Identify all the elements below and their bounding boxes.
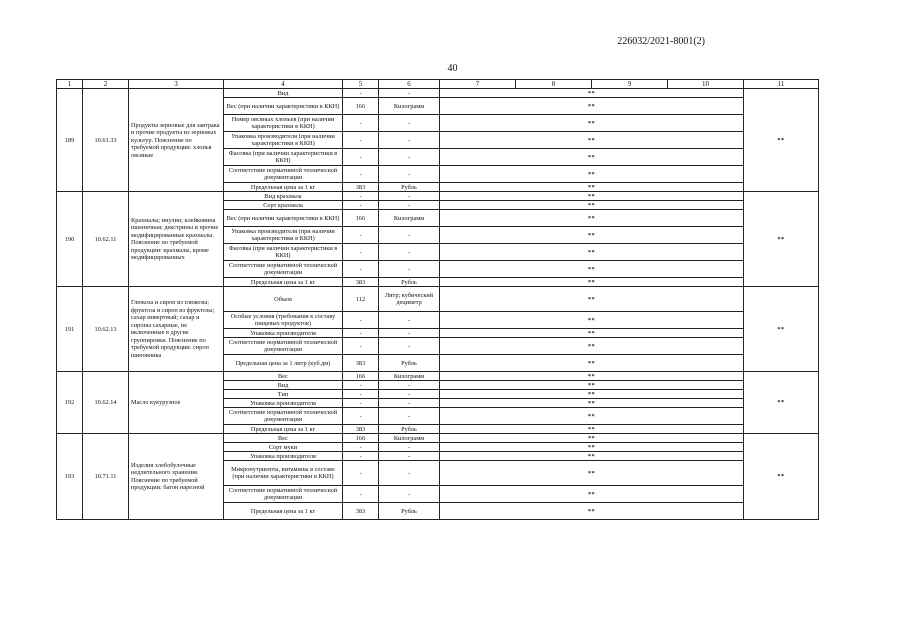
table-row: [57, 287, 819, 312]
value-cell: **: [440, 461, 744, 486]
column-header-3: 3: [129, 80, 224, 89]
column-header-10: 10: [668, 80, 744, 89]
table-body: [57, 80, 819, 520]
characteristic-cell: Упаковка производителя: [224, 399, 343, 408]
okei-code-cell: 383: [343, 355, 379, 372]
value-cell: **: [440, 132, 744, 149]
column-header-11: 11: [744, 80, 819, 89]
value-cell: **: [440, 425, 744, 434]
value-cell: **: [440, 503, 744, 520]
value-cell: **: [440, 287, 744, 312]
characteristic-cell: Соответствие нормативной технической документации: [224, 261, 343, 278]
unit-cell: Рубль: [379, 183, 440, 192]
table-row: [57, 372, 819, 381]
okpd-code-cell: 10.71.11: [83, 434, 129, 520]
table-row: [57, 89, 819, 98]
unit-cell: -: [379, 192, 440, 201]
okei-code-cell: -: [343, 312, 379, 329]
value-cell: **: [440, 201, 744, 210]
value-cell: **: [440, 312, 744, 329]
value-cell: **: [440, 166, 744, 183]
value-cell: **: [440, 149, 744, 166]
okei-code-cell: -: [343, 115, 379, 132]
unit-cell: -: [379, 329, 440, 338]
value-cell: **: [440, 183, 744, 192]
column-header-8: 8: [516, 80, 592, 89]
requirements-table: [56, 79, 819, 520]
unit-cell: -: [379, 312, 440, 329]
okei-code-cell: -: [343, 408, 379, 425]
okei-code-cell: -: [343, 461, 379, 486]
justification-cell: **: [744, 89, 819, 192]
characteristic-cell: Соответствие нормативной технической документации: [224, 338, 343, 355]
value-cell: **: [440, 408, 744, 425]
okei-code-cell: 166: [343, 98, 379, 115]
okei-code-cell: -: [343, 486, 379, 503]
justification-cell: **: [744, 372, 819, 434]
okpd-code-cell: 10.62.13: [83, 287, 129, 372]
product-name-cell: Глюкоза и сироп из глюкозы; фруктоза и сироп из фруктозы; сахар инвертный; сахар и сиропы сахарные, не включенные в другие группировки. Пояснение по требуемой продукции: сироп шиповника: [129, 287, 224, 372]
column-header-2: 2: [83, 80, 129, 89]
unit-cell: -: [379, 115, 440, 132]
characteristic-cell: Объем: [224, 287, 343, 312]
unit-cell: Рубль: [379, 503, 440, 520]
value-cell: **: [440, 443, 744, 452]
column-header-1: 1: [57, 80, 83, 89]
column-header-7: 7: [440, 80, 516, 89]
value-cell: **: [440, 390, 744, 399]
item-number-cell: 191: [57, 287, 83, 372]
okei-code-cell: -: [343, 443, 379, 452]
unit-cell: -: [379, 244, 440, 261]
unit-cell: -: [379, 166, 440, 183]
characteristic-cell: Особые условия (требования к составу пищевых продуктов): [224, 312, 343, 329]
characteristic-cell: Фасовка (при наличии характеристики в ККН): [224, 149, 343, 166]
okei-code-cell: 383: [343, 425, 379, 434]
okei-code-cell: -: [343, 166, 379, 183]
okpd-code-cell: 10.62.11: [83, 192, 129, 287]
characteristic-cell: Соответствие нормативной технической документации: [224, 486, 343, 503]
okei-code-cell: -: [343, 399, 379, 408]
characteristic-cell: Вид: [224, 381, 343, 390]
product-name-cell: Продукты зерновые для завтрака и прочие продукты из зерновых культур. Пояснение по требуемой продукции: хлопья овсяные: [129, 89, 224, 192]
value-cell: **: [440, 98, 744, 115]
document-id: 226032/2021-8001(2): [617, 36, 705, 47]
value-cell: **: [440, 372, 744, 381]
okei-code-cell: -: [343, 244, 379, 261]
characteristic-cell: Соответствие нормативной технической документации: [224, 166, 343, 183]
item-number-cell: 190: [57, 192, 83, 287]
column-header-9: 9: [592, 80, 668, 89]
unit-cell: -: [379, 390, 440, 399]
characteristic-cell: Вес: [224, 372, 343, 381]
okei-code-cell: -: [343, 149, 379, 166]
characteristic-cell: Тип: [224, 390, 343, 399]
value-cell: **: [440, 434, 744, 443]
value-cell: **: [440, 338, 744, 355]
value-cell: **: [440, 355, 744, 372]
value-cell: **: [440, 381, 744, 390]
value-cell: **: [440, 261, 744, 278]
okei-code-cell: -: [343, 390, 379, 399]
characteristic-cell: Фасовка (при наличии характеристики в ККН): [224, 244, 343, 261]
characteristic-cell: Предельная цена за 1 литр (куб.дм): [224, 355, 343, 372]
unit-cell: -: [379, 381, 440, 390]
unit-cell: -: [379, 486, 440, 503]
column-header-5: 5: [343, 80, 379, 89]
characteristic-cell: Упаковка производителя: [224, 452, 343, 461]
characteristic-cell: Упаковка производителя: [224, 329, 343, 338]
item-number-cell: 193: [57, 434, 83, 520]
okei-code-cell: -: [343, 132, 379, 149]
characteristic-cell: Предельная цена за 1 кг: [224, 278, 343, 287]
okei-code-cell: 166: [343, 434, 379, 443]
okei-code-cell: 112: [343, 287, 379, 312]
characteristic-cell: Сорт муки: [224, 443, 343, 452]
okei-code-cell: -: [343, 192, 379, 201]
unit-cell: -: [379, 261, 440, 278]
okei-code-cell: -: [343, 89, 379, 98]
okei-code-cell: -: [343, 452, 379, 461]
value-cell: **: [440, 278, 744, 287]
justification-cell: **: [744, 287, 819, 372]
unit-cell: Килограмм: [379, 210, 440, 227]
unit-cell: -: [379, 408, 440, 425]
okei-code-cell: -: [343, 261, 379, 278]
item-number-cell: 189: [57, 89, 83, 192]
characteristic-cell: Вес (при наличии характеристики в ККН): [224, 210, 343, 227]
value-cell: **: [440, 244, 744, 261]
unit-cell: -: [379, 132, 440, 149]
value-cell: **: [440, 115, 744, 132]
value-cell: **: [440, 227, 744, 244]
characteristic-cell: Вид крахмала: [224, 192, 343, 201]
justification-cell: **: [744, 434, 819, 520]
characteristic-cell: Микронутриенты, витамины в составе (при наличии характеристики в ККН): [224, 461, 343, 486]
okpd-code-cell: 10.62.14: [83, 372, 129, 434]
product-name-cell: Масло кукурузное: [129, 372, 224, 434]
table-row: [57, 192, 819, 201]
unit-cell: -: [379, 201, 440, 210]
okei-code-cell: 383: [343, 183, 379, 192]
value-cell: **: [440, 329, 744, 338]
okei-code-cell: 166: [343, 372, 379, 381]
table-row: [57, 434, 819, 443]
column-header-4: 4: [224, 80, 343, 89]
okei-code-cell: 383: [343, 503, 379, 520]
value-cell: **: [440, 486, 744, 503]
characteristic-cell: Предельная цена за 1 кг: [224, 183, 343, 192]
unit-cell: Килограмм: [379, 98, 440, 115]
unit-cell: -: [379, 149, 440, 166]
unit-cell: Рубль: [379, 355, 440, 372]
unit-cell: -: [379, 399, 440, 408]
characteristic-cell: Предельная цена за 1 кг: [224, 503, 343, 520]
unit-cell: Рубль: [379, 278, 440, 287]
column-header-6: 6: [379, 80, 440, 89]
characteristic-cell: Упаковка производителя (при наличии характеристики в ККН): [224, 227, 343, 244]
characteristic-cell: Сорт крахмала: [224, 201, 343, 210]
okei-code-cell: 383: [343, 278, 379, 287]
okei-code-cell: -: [343, 381, 379, 390]
product-name-cell: Крахмалы; инулин; клейковина пшеничная; декстрины и прочие модифицированные крахмалы. Пояснение по требуемой продукции: крахмалы, кроме модифицированных: [129, 192, 224, 287]
characteristic-cell: Номер овсяных хлопьев (при наличии характеристики в ККН): [224, 115, 343, 132]
characteristic-cell: Соответствие нормативной технической документации: [224, 408, 343, 425]
value-cell: **: [440, 192, 744, 201]
characteristic-cell: Вес: [224, 434, 343, 443]
okei-code-cell: -: [343, 201, 379, 210]
value-cell: **: [440, 210, 744, 227]
characteristic-cell: Вид: [224, 89, 343, 98]
unit-cell: Килограмм: [379, 434, 440, 443]
characteristic-cell: Вес (при наличии характеристики в ККН): [224, 98, 343, 115]
okei-code-cell: -: [343, 338, 379, 355]
unit-cell: -: [379, 338, 440, 355]
unit-cell: -: [379, 461, 440, 486]
item-number-cell: 192: [57, 372, 83, 434]
unit-cell: -: [379, 443, 440, 452]
okpd-code-cell: 10.61.33: [83, 89, 129, 192]
unit-cell: Рубль: [379, 425, 440, 434]
okei-code-cell: -: [343, 329, 379, 338]
unit-cell: -: [379, 89, 440, 98]
justification-cell: **: [744, 192, 819, 287]
characteristic-cell: Упаковка производителя (при наличии характеристики в ККН): [224, 132, 343, 149]
unit-cell: -: [379, 227, 440, 244]
product-name-cell: Изделия хлебобулочные недлительного хранения. Пояснение по требуемой продукции: батон нарезной: [129, 434, 224, 520]
page-number: 40: [447, 63, 458, 74]
value-cell: **: [440, 89, 744, 98]
unit-cell: Литр; кубический дециметр: [379, 287, 440, 312]
characteristic-cell: Предельная цена за 1 кг: [224, 425, 343, 434]
unit-cell: -: [379, 452, 440, 461]
okei-code-cell: 166: [343, 210, 379, 227]
unit-cell: Килограмм: [379, 372, 440, 381]
value-cell: **: [440, 399, 744, 408]
value-cell: **: [440, 452, 744, 461]
okei-code-cell: -: [343, 227, 379, 244]
column-number-row: [57, 80, 819, 89]
